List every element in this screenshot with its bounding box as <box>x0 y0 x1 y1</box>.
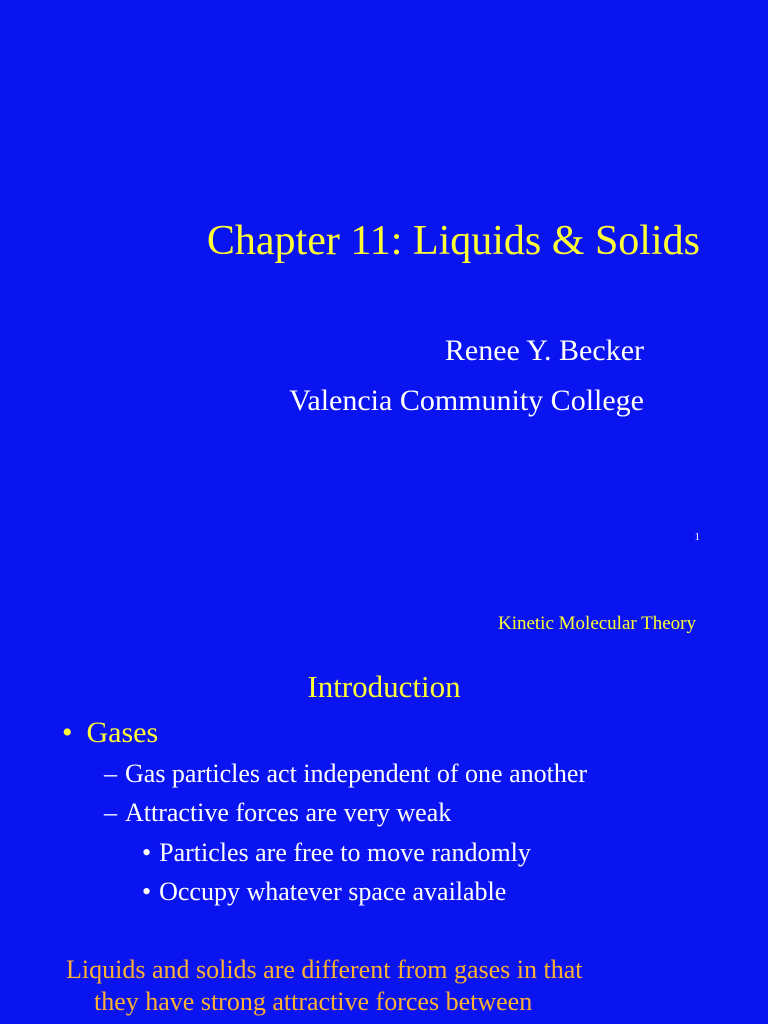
slide-2 <box>0 580 768 1024</box>
sub-bullet-text: Gas particles act independent of one another <box>125 759 588 788</box>
institution-name: Valencia Community College <box>289 384 644 417</box>
note-paragraph <box>66 954 726 1017</box>
sub-sub-bullet-text: Particles are free to move randomly <box>159 838 531 867</box>
sub-bullet <box>104 760 587 789</box>
bullet-gases <box>62 716 158 749</box>
sub-bullet <box>104 799 451 828</box>
note-line: they have strong attractive forces between <box>94 986 533 1016</box>
bullet-text: Gases <box>86 716 159 749</box>
note-line: Liquids and solids are different from gases in that <box>66 955 583 984</box>
bullet-marker: • <box>62 716 73 749</box>
sub-sub-bullet <box>142 878 506 907</box>
slide-header: Kinetic Molecular Theory <box>497 613 696 634</box>
dash-marker: – <box>104 798 117 827</box>
bullet-marker: • <box>142 838 152 867</box>
dash-marker: – <box>104 759 117 788</box>
slide-number: 1 <box>694 531 700 543</box>
bullet-marker: • <box>142 877 152 906</box>
section-heading: Introduction <box>307 669 461 704</box>
slide-title: Chapter 11: Liquids & Solids <box>206 218 700 264</box>
author-name: Renee Y. Becker <box>444 334 644 367</box>
sub-bullet-text: Attractive forces are very weak <box>125 798 452 827</box>
sub-sub-bullet-text: Occupy whatever space available <box>159 877 507 906</box>
sub-sub-bullet <box>142 839 531 868</box>
